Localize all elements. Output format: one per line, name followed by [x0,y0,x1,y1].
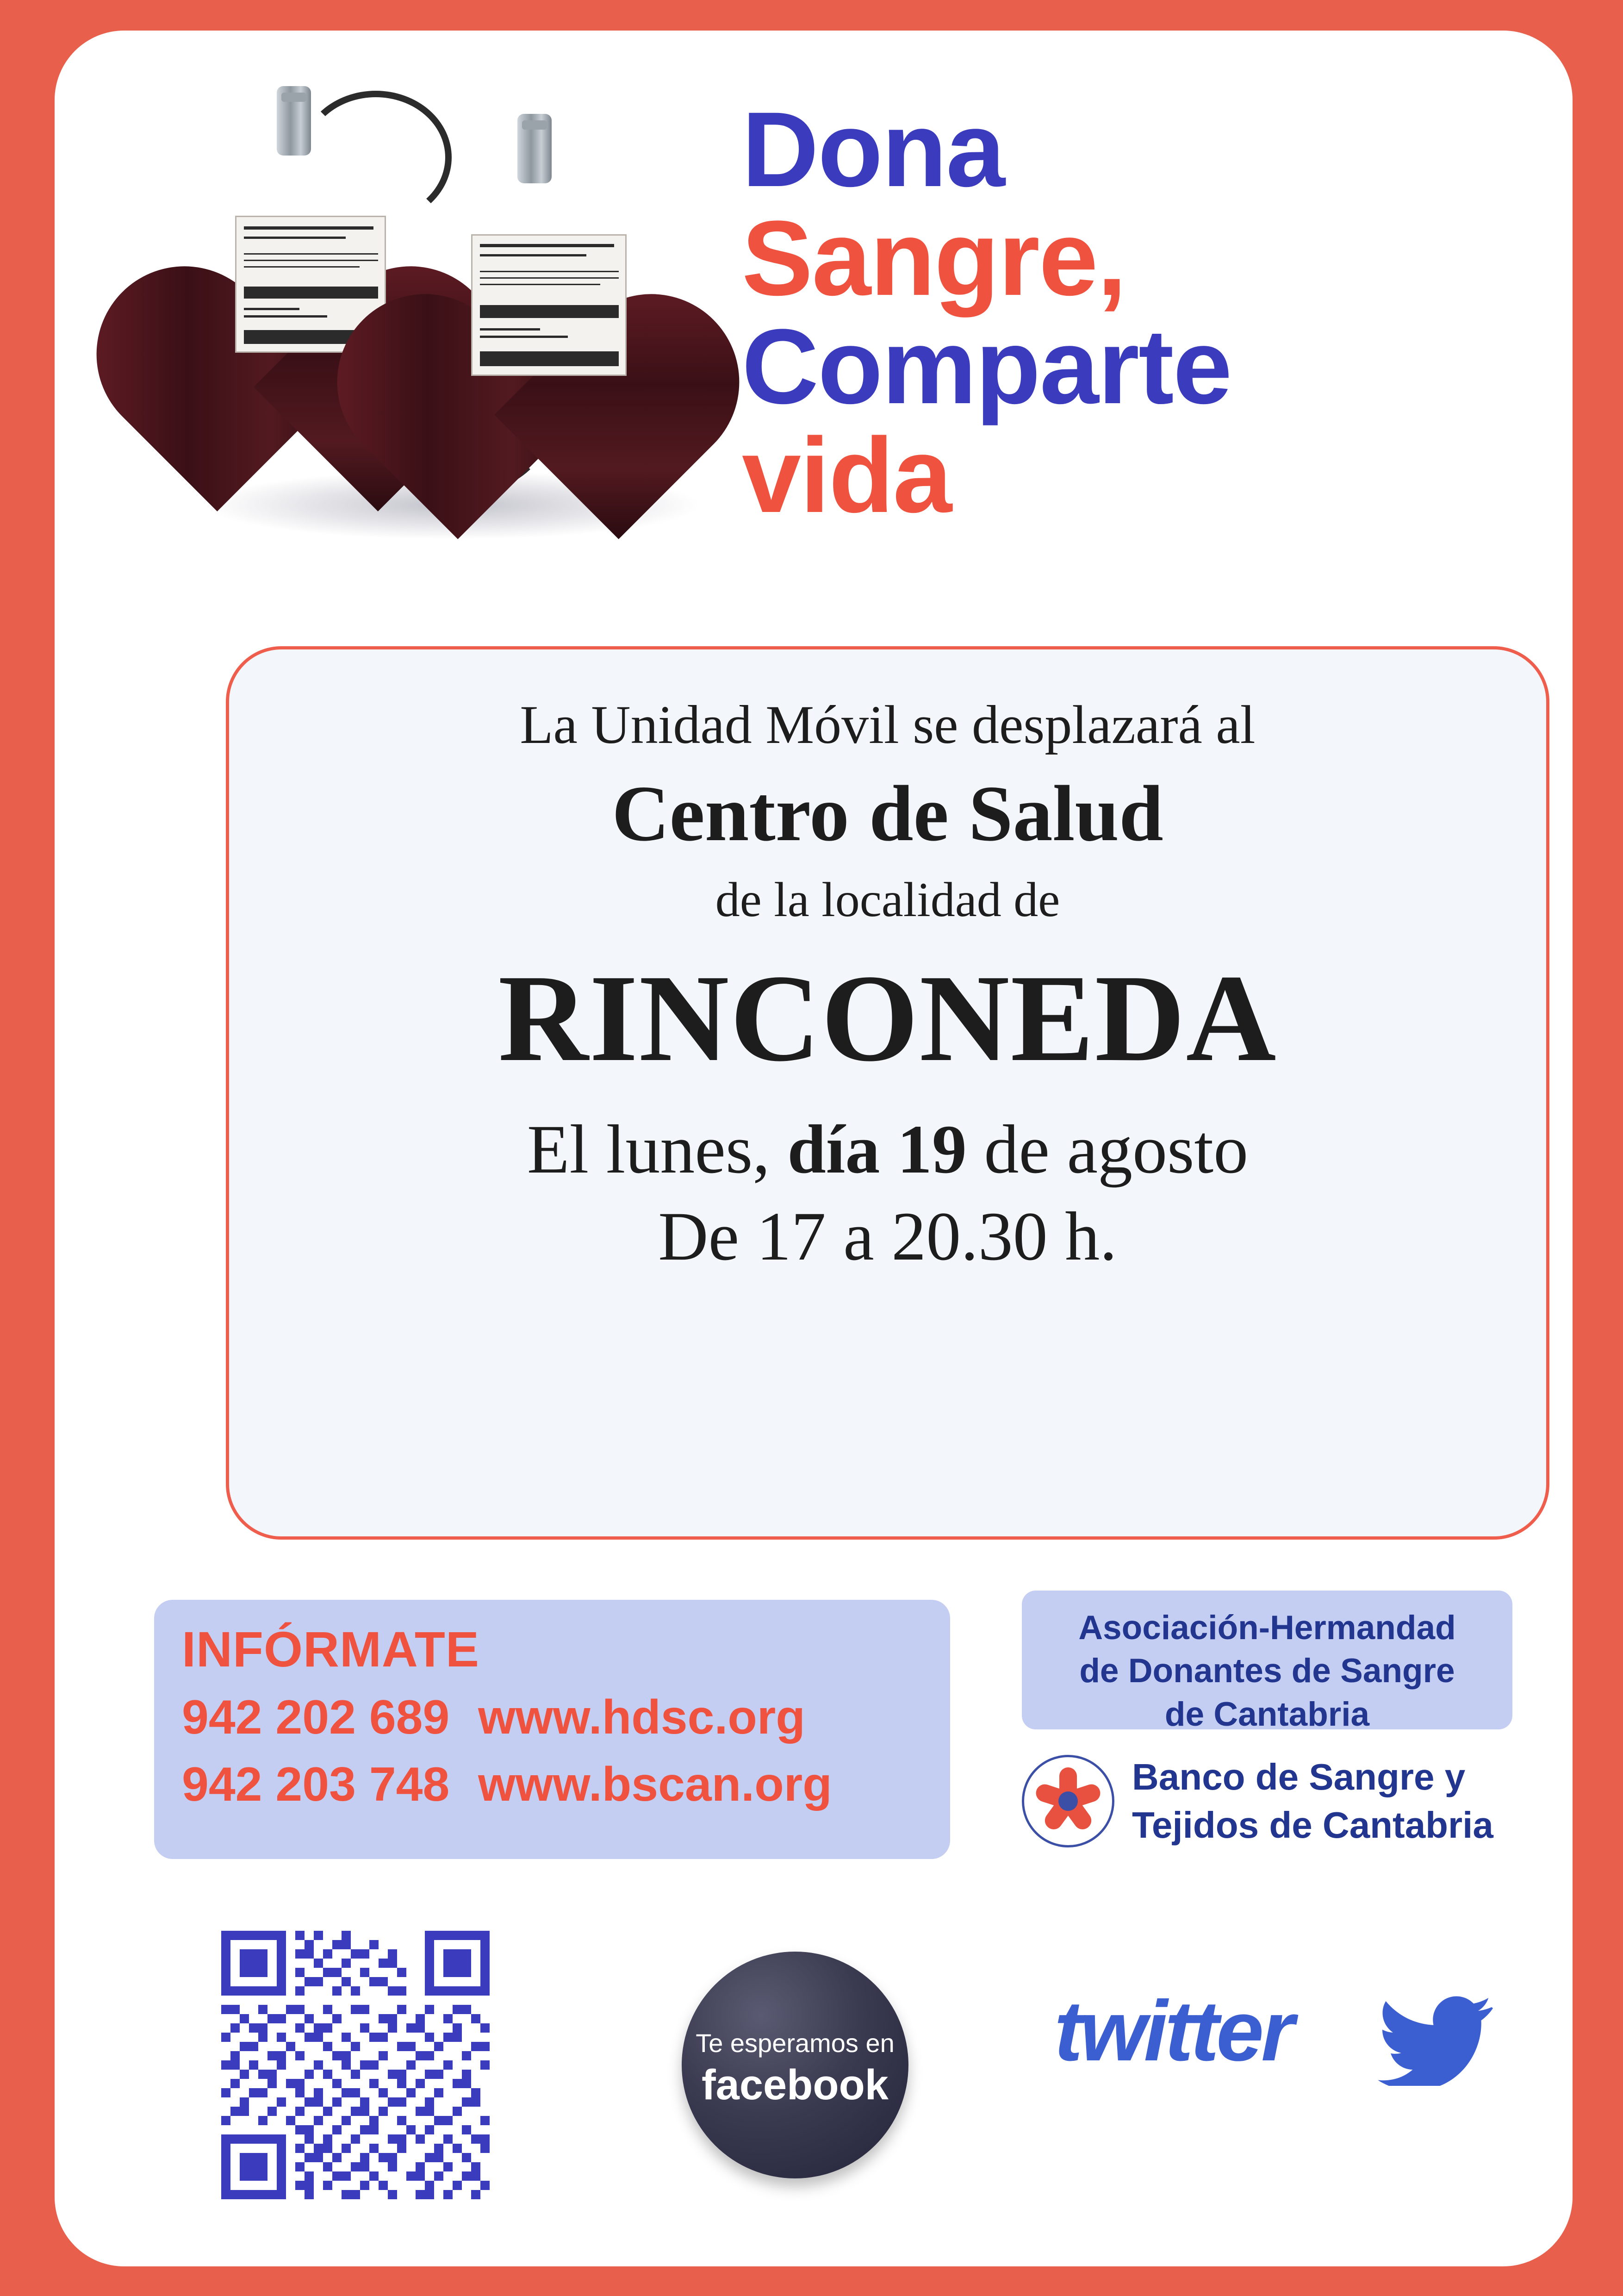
blood-bank-text [1132,1753,1493,1849]
contact-panel [154,1600,950,1859]
event-date [229,1110,1546,1189]
poster-inner [55,31,1573,2266]
headline-line-4: vida [742,415,951,535]
association-line-2: de Donantes de Sangre [1079,1652,1455,1690]
poster-headline [742,90,1455,535]
facebook-label: facebook [702,2061,889,2109]
contact-phone[interactable]: 942 203 748 [182,1758,450,1811]
event-place-name: Centro de Salud [612,770,1163,858]
contact-title: INFÓRMATE [182,1621,479,1677]
event-locality-label: de la localidad de [715,873,1060,927]
headline-line-1: Dona [742,90,1004,209]
bag-port-icon [517,114,552,183]
blood-bank-logo-icon [1022,1755,1114,1847]
event-date-suffix: de agosto [966,1111,1249,1188]
association-line-3: de Cantabria [1164,1695,1370,1733]
contact-phone[interactable]: 942 202 689 [182,1691,450,1744]
event-intro-text: La Unidad Móvil se desplazará al [520,694,1256,755]
event-town-name: RINCONEDA [498,949,1277,1087]
contact-website-link[interactable]: www.hdsc.org [478,1691,805,1744]
event-date-prefix: El lunes, [527,1111,788,1188]
event-date-strong: día 19 [787,1111,967,1188]
contact-row [182,1757,950,1812]
blood-bag-hearts-image [147,81,832,572]
heart-bag-right [406,165,730,461]
association-panel [1022,1591,1512,1733]
blood-bank-line-1: Banco de Sangre y [1132,1756,1466,1797]
facebook-badge[interactable] [682,1952,908,2178]
twitter-bird-icon [1378,1993,1494,2086]
headline-line-3: Comparte [742,307,1231,426]
twitter-wordmark: twitter [1054,1984,1292,2079]
headline-line-2: Sangre, [742,198,1126,318]
contact-website-link[interactable]: www.bscan.org [478,1758,832,1811]
qr-code[interactable] [221,1931,490,2199]
twitter-logo[interactable] [1054,1984,1499,2128]
event-time: De 17 a 20.30 h. [658,1198,1117,1275]
event-info-box [226,646,1549,1540]
facebook-tagline: Te esperamos en [696,2028,895,2058]
blood-bag-label [471,234,627,376]
poster-header [55,31,1573,618]
blood-bank-line-2: Tejidos de Cantabria [1132,1804,1493,1846]
bag-port-icon [277,86,311,156]
association-line-1: Asociación-Hermandad [1078,1609,1456,1647]
contact-row [182,1690,950,1745]
blood-bank-block [1022,1743,1531,1859]
